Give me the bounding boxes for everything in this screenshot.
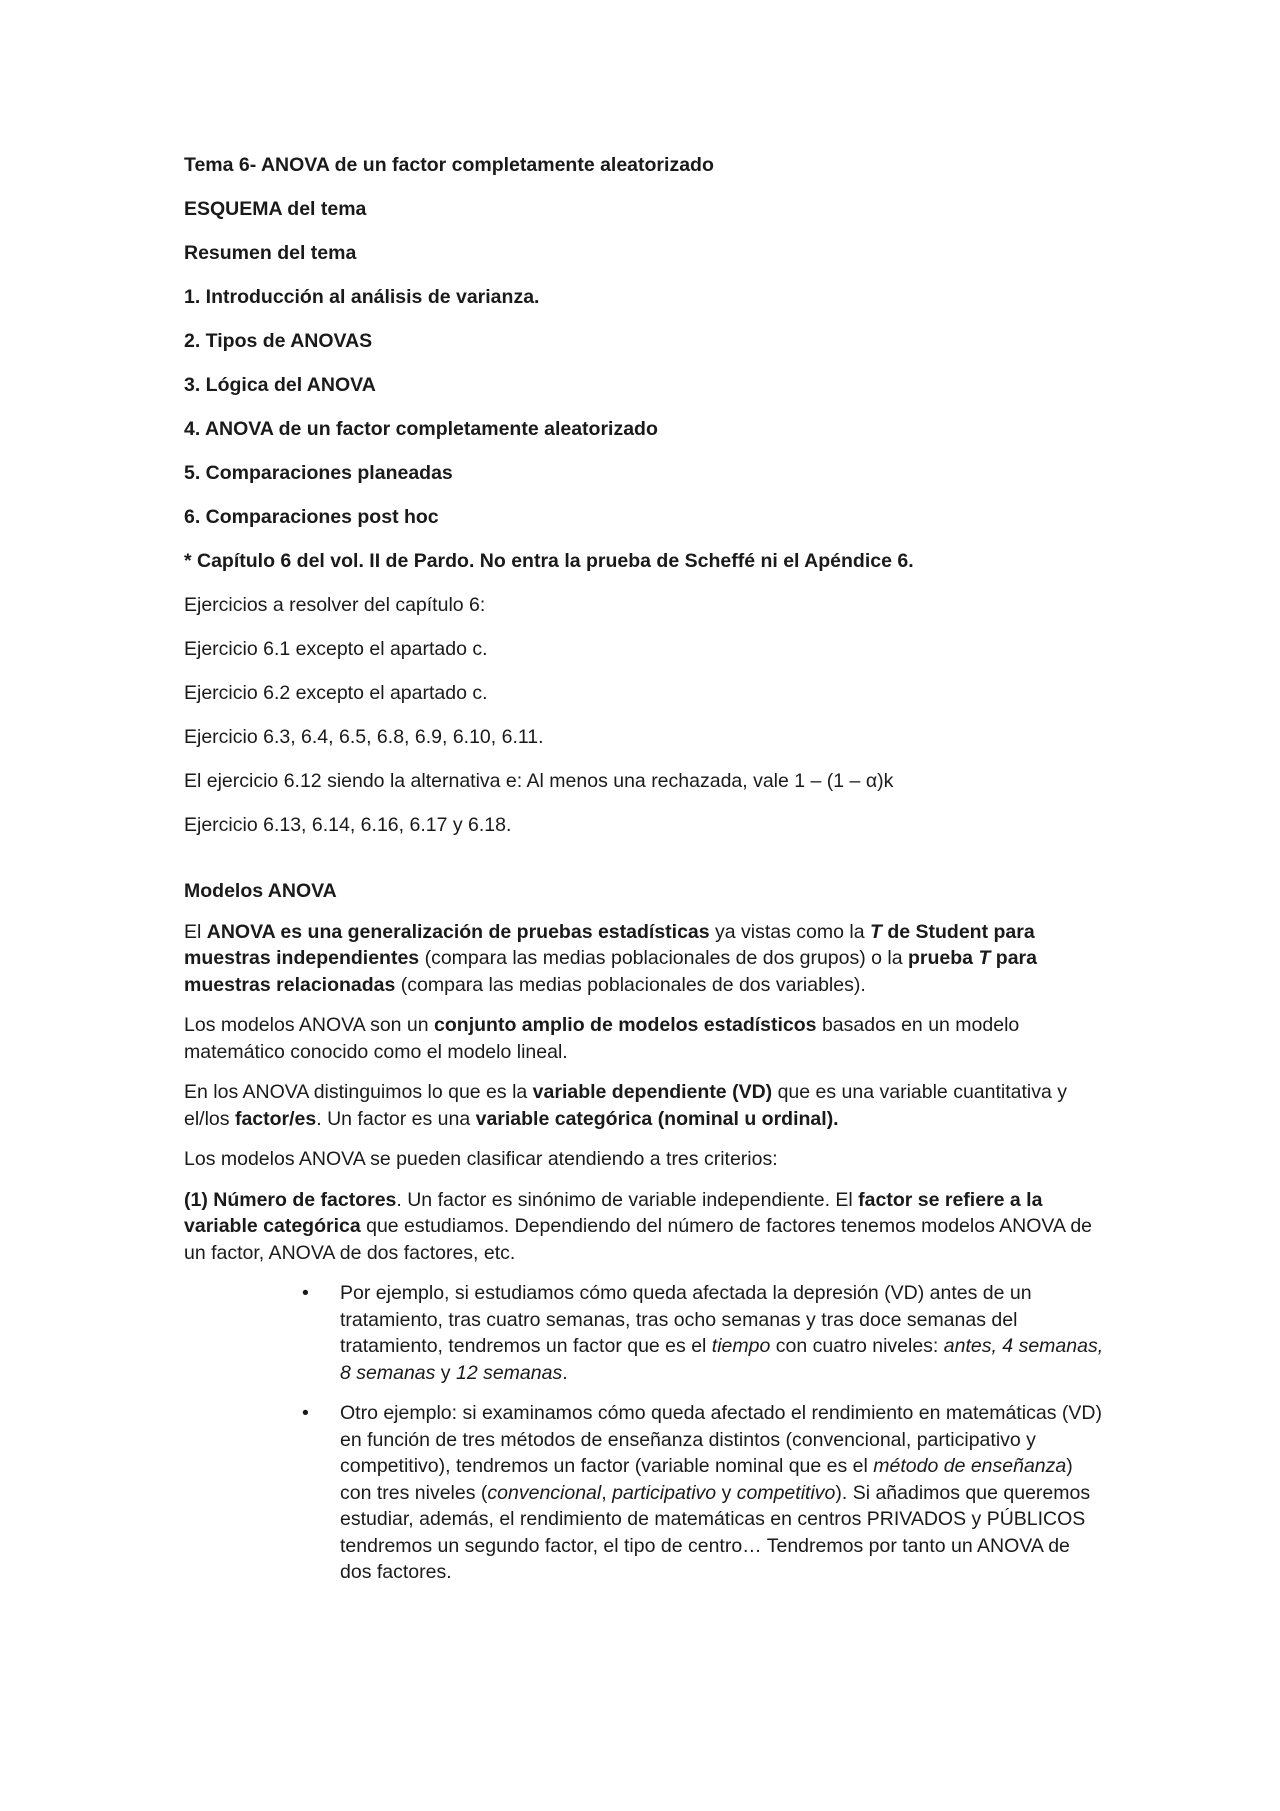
- outline-item-6: 6. Comparaciones post hoc: [184, 506, 439, 528]
- p1-text-3: (compara las medias poblacionales de dos grupos) o la: [419, 947, 909, 969]
- b2-italic-4: competitivo: [736, 1481, 836, 1504]
- section-heading: Modelos ANOVA: [184, 880, 337, 902]
- p1-italic-2: T: [978, 947, 991, 969]
- b1-italic-1: tiempo: [711, 1335, 771, 1357]
- p1-bold-t: [870, 921, 882, 943]
- p5-bold-1: (1) Número de factores: [184, 1188, 397, 1211]
- b2-text-3: ,: [601, 1481, 613, 1504]
- b2-text-1: Otro ejemplo: si examinamos cómo queda afectado el rendimiento en matemáticas (VD) en función de tres métodos de enseñanza distintos (convencional, participativo y competitivo), tendremos un factor (variable nominal que es el: [340, 1402, 1102, 1477]
- p1-text-4: (compara las medias poblacionales de dos variables).: [395, 973, 866, 996]
- bullet-icon: •: [302, 1282, 309, 1304]
- list-item: [302, 1400, 1104, 1586]
- document-title: Tema 6- ANOVA de un factor completamente aleatorizado: [184, 154, 714, 176]
- b2-italic-1: método de enseñanza: [873, 1455, 1067, 1477]
- p3-bold-3: variable categórica (nominal u ordinal).: [475, 1107, 839, 1130]
- p3-text-3: . Un factor es una: [316, 1107, 476, 1130]
- outline-item-3: 3. Lógica del ANOVA: [184, 374, 376, 396]
- p1-bold-3: prueba: [908, 947, 979, 969]
- p2-bold-1: conjunto amplio de modelos estadísticos: [434, 1014, 817, 1036]
- p1-bold-t2: [978, 947, 990, 969]
- p1-bold-1: ANOVA es una generalización de pruebas estadísticas: [206, 920, 710, 943]
- b2-text-4: y: [716, 1481, 737, 1504]
- p2-text-1: Los modelos ANOVA son un: [184, 1014, 435, 1036]
- b1-text-4: .: [562, 1361, 568, 1384]
- list-item: [302, 1280, 1104, 1386]
- exercise-item-3: Ejercicio 6.3, 6.4, 6.5, 6.8, 6.9, 6.10, 6.11.: [184, 726, 544, 748]
- p1-text-2: ya vistas como la: [709, 920, 870, 943]
- p1-text-1: El: [184, 920, 207, 943]
- b2-text-2: ) con tres niveles (: [340, 1455, 1073, 1504]
- b2-text-5: ). Si añadimos que queremos estudiar, además, el rendimiento de matemáticas en centros PRIVADOS y PÚBLICOS tendremos un segundo factor, el tipo de centro… Tendremos por tanto un ANOVA de dos factores.: [340, 1481, 1091, 1583]
- p2-text-2: basados en un modelo matemático conocido como el modelo lineal.: [184, 1014, 1020, 1063]
- summary-heading: Resumen del tema: [184, 242, 357, 264]
- exercise-item-4: El ejercicio 6.12 siendo la alternativa e: Al menos una rechazada, vale 1 – (1 – α)k: [184, 770, 894, 792]
- paragraph-criteria: Los modelos ANOVA se pueden clasificar atendiendo a tres criterios:: [184, 1148, 778, 1170]
- paragraph-anova-models: [184, 1012, 1104, 1065]
- b1-text-3: y: [435, 1361, 456, 1384]
- bullet-icon: •: [302, 1402, 309, 1424]
- p1-bold-2: de Student para muestras independientes: [184, 920, 1035, 969]
- outline-item-2: 2. Tipos de ANOVAS: [184, 330, 373, 352]
- paragraph-number-of-factors: [184, 1187, 1104, 1267]
- exercises-heading: Ejercicios a resolver del capítulo 6:: [184, 594, 486, 616]
- example-list: [184, 1280, 1104, 1586]
- exercise-item-5: Ejercicio 6.13, 6.14, 6.16, 6.17 y 6.18.: [184, 814, 512, 836]
- b2-italic-3: participativo: [612, 1481, 717, 1504]
- p5-text-1: . Un factor es sinónimo de variable independiente. El: [396, 1188, 859, 1211]
- chapter-note: * Capítulo 6 del vol. II de Pardo. No entra la prueba de Scheffé ni el Apéndice 6.: [184, 550, 914, 572]
- b1-italic-2: antes, 4 semanas, 8 semanas: [340, 1335, 1104, 1384]
- paragraph-dependent-variable: [184, 1079, 1104, 1132]
- b1-text-1: Por ejemplo, si estudiamos cómo queda afectada la depresión (VD) antes de un tratamiento, tras cuatro semanas, tras ocho semanas y tras doce semanas del tratamiento, tendremos un factor que es el: [340, 1282, 1032, 1357]
- p3-text-1: En los ANOVA distinguimos lo que es la: [184, 1081, 533, 1103]
- p5-bold-2: factor se refiere a la variable categórica: [184, 1188, 1043, 1237]
- p5-text-2: que estudiamos. Dependiendo del número de factores tenemos modelos ANOVA de un factor, ANOVA de dos factores, etc.: [184, 1215, 1093, 1264]
- p3-bold-1: variable dependiente (VD): [532, 1081, 773, 1103]
- p3-text-2: que es una variable cuantitativa y el/los: [184, 1081, 1068, 1130]
- outline-item-5: 5. Comparaciones planeadas: [184, 462, 453, 484]
- b1-italic-3: 12 semanas: [455, 1361, 563, 1384]
- p1-italic-1: T: [870, 920, 882, 943]
- paragraph-anova-generalization: [184, 919, 1104, 999]
- outline-item-4: 4. ANOVA de un factor completamente aleatorizado: [184, 418, 658, 440]
- b1-text-2: con cuatro niveles:: [770, 1335, 944, 1357]
- b2-italic-2: convencional: [487, 1481, 602, 1504]
- exercise-item-1: Ejercicio 6.1 excepto el apartado c.: [184, 638, 488, 660]
- p1-bold-4: para muestras relacionadas: [184, 947, 1037, 996]
- outline-heading: ESQUEMA del tema: [184, 198, 367, 220]
- exercise-item-2: Ejercicio 6.2 excepto el apartado c.: [184, 682, 488, 704]
- outline-item-1: 1. Introducción al análisis de varianza.: [184, 286, 540, 308]
- document-body: [184, 152, 1104, 1600]
- section-gap: [184, 856, 1104, 878]
- p3-bold-2: factor/es: [234, 1107, 317, 1130]
